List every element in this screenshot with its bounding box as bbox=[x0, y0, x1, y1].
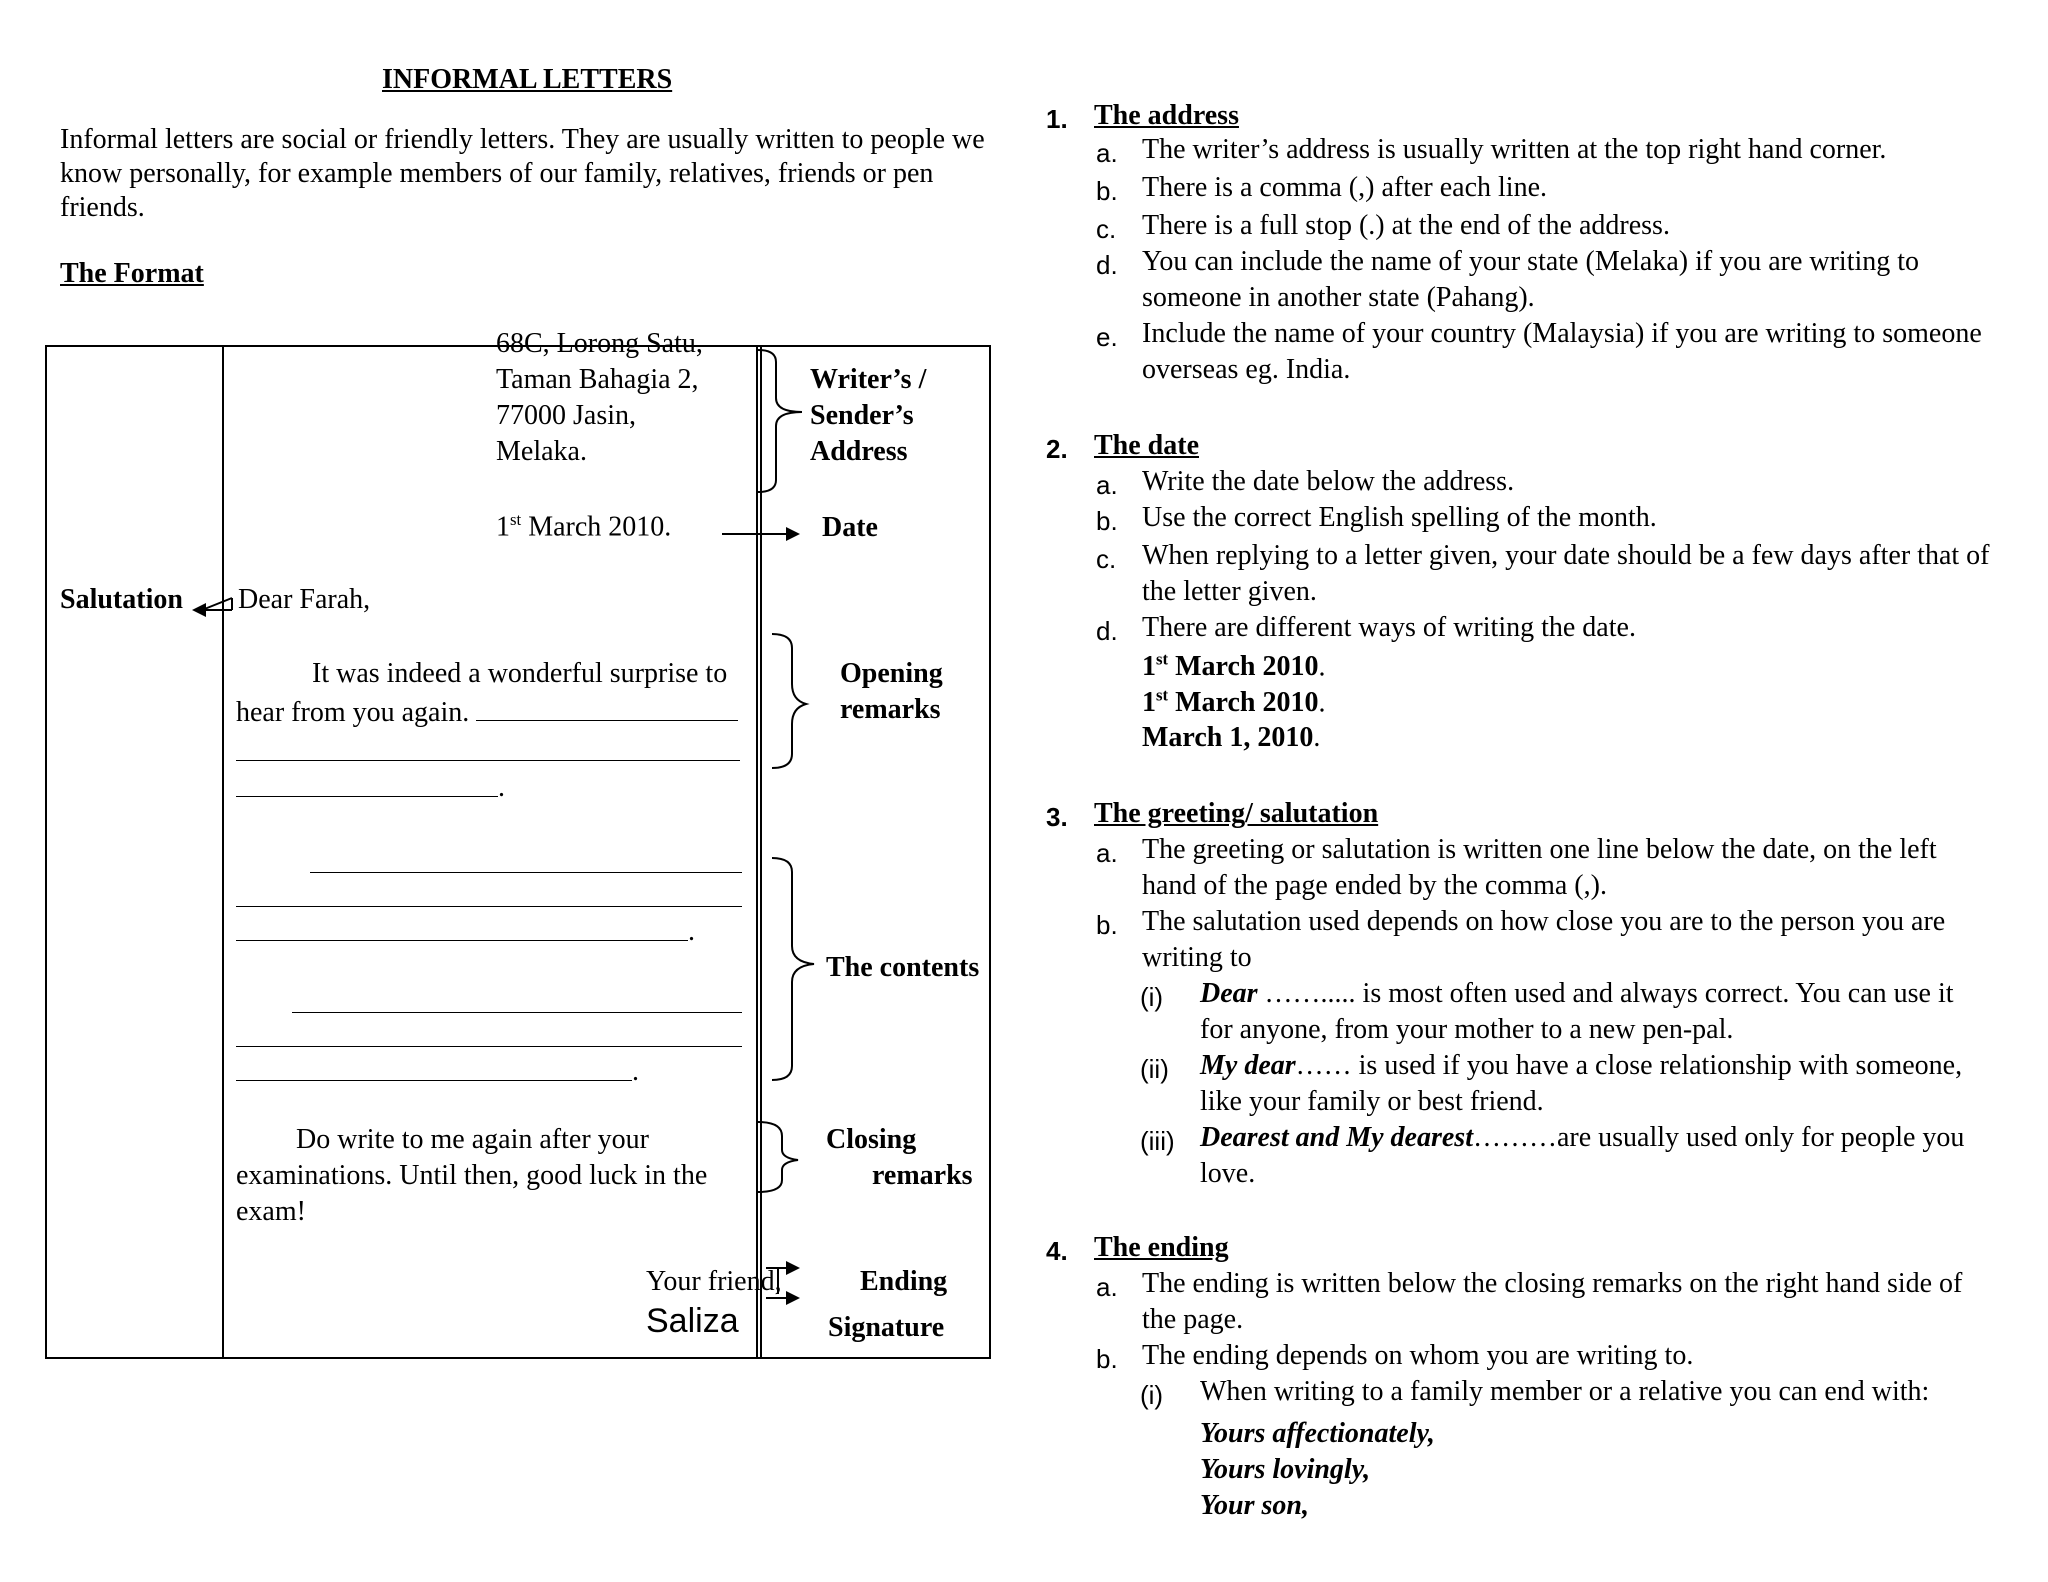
section-number: 3. bbox=[1046, 802, 1068, 832]
item-text: Write the date below the address. bbox=[1142, 466, 1515, 497]
item-letter: a. bbox=[1096, 470, 1118, 500]
item-letter: b. bbox=[1096, 1344, 1118, 1374]
format-heading: The Format bbox=[60, 258, 204, 289]
label-address: Writer’s / bbox=[810, 364, 927, 395]
item-text: the letter given. bbox=[1142, 576, 1317, 607]
address-line: Taman Bahagia 2, bbox=[496, 364, 699, 395]
item-text: overseas eg. India. bbox=[1142, 354, 1351, 385]
closing-line: exam! bbox=[236, 1196, 306, 1227]
item-text: There is a comma (,) after each line. bbox=[1142, 172, 1548, 203]
blank-line bbox=[236, 796, 498, 797]
date-example: March 1, 2010. bbox=[1142, 722, 1321, 753]
subitem-text: like your family or best friend. bbox=[1200, 1086, 1544, 1117]
intro-line: Informal letters are social or friendly letters. They are usually written to people we bbox=[60, 124, 985, 155]
item-text: writing to bbox=[1142, 942, 1252, 973]
item-text: the page. bbox=[1142, 1304, 1244, 1335]
label-signature: Signature bbox=[828, 1312, 945, 1343]
ending-arrow bbox=[786, 1261, 800, 1275]
label-address: Sender’s bbox=[810, 400, 914, 431]
item-text: There are different ways of writing the date. bbox=[1142, 612, 1636, 643]
subitem-text: for anyone, from your mother to a new pen-pal. bbox=[1200, 1014, 1734, 1045]
label-ending: Ending bbox=[860, 1266, 948, 1297]
item-text: Use the correct English spelling of the month. bbox=[1142, 502, 1657, 533]
closing-line: examinations. Until then, good luck in the bbox=[236, 1160, 708, 1191]
period: . bbox=[632, 1056, 639, 1087]
blank-line bbox=[236, 1046, 742, 1047]
intro-line: know personally, for example members of our family, relatives, friends or pen bbox=[60, 158, 934, 189]
address-line: Melaka. bbox=[496, 436, 587, 467]
item-letter: b. bbox=[1096, 176, 1118, 206]
item-letter: c. bbox=[1096, 214, 1117, 244]
item-letter: d. bbox=[1096, 616, 1118, 646]
label-address: Address bbox=[810, 436, 908, 467]
label-date: Date bbox=[822, 512, 878, 543]
letter-greeting: Dear Farah, bbox=[238, 584, 371, 615]
subitem-number: (i) bbox=[1140, 982, 1164, 1012]
page-title: INFORMAL LETTERS bbox=[382, 64, 673, 95]
opening-line: It was indeed a wonderful surprise to bbox=[312, 658, 728, 689]
blank-line bbox=[310, 872, 742, 873]
blank-line bbox=[236, 906, 742, 907]
subitem-text: love. bbox=[1200, 1158, 1256, 1189]
item-letter: e. bbox=[1096, 322, 1118, 352]
section-title: The ending bbox=[1094, 1232, 1229, 1263]
address-line: 77000 Jasin, bbox=[496, 400, 636, 431]
item-text: There is a full stop (.) at the end of the address. bbox=[1142, 210, 1670, 241]
item-letter: a. bbox=[1096, 1272, 1118, 1302]
label-opening: remarks bbox=[840, 694, 941, 725]
item-text: When replying to a letter given, your date should be a few days after that of bbox=[1142, 540, 1990, 571]
section-title: The date bbox=[1094, 430, 1199, 461]
item-text: someone in another state (Pahang). bbox=[1142, 282, 1535, 313]
subitem-number: (i) bbox=[1140, 1380, 1164, 1410]
item-text: hand of the page ended by the comma (,). bbox=[1142, 870, 1607, 901]
address-line: 68C, Lorong Satu, bbox=[496, 328, 703, 359]
section-number: 2. bbox=[1046, 434, 1068, 464]
blank-line bbox=[236, 760, 740, 761]
letter-date: 1st March 2010. bbox=[496, 510, 672, 543]
label-closing: Closing bbox=[826, 1124, 917, 1155]
label-salutation: Salutation bbox=[60, 584, 183, 615]
item-letter: b. bbox=[1096, 506, 1118, 536]
subitem-text: Dearest and My dearest………are usually used only for people you bbox=[1200, 1122, 1965, 1153]
item-text: The salutation used depends on how close you are to the person you are bbox=[1142, 906, 1946, 937]
closing-brace bbox=[758, 1122, 798, 1192]
label-opening: Opening bbox=[840, 658, 943, 689]
item-text: The greeting or salutation is written one line below the date, on the left bbox=[1142, 834, 1937, 865]
date-example: 1st March 2010. bbox=[1142, 686, 1326, 719]
date-example: 1st March 2010. bbox=[1142, 650, 1326, 683]
label-closing: remarks bbox=[872, 1160, 973, 1191]
section-number: 1. bbox=[1046, 104, 1068, 134]
opening-brace bbox=[772, 634, 806, 768]
blank-line bbox=[292, 1012, 742, 1013]
closing-line: Do write to me again after your bbox=[296, 1124, 649, 1155]
section-title: The greeting/ salutation bbox=[1094, 798, 1379, 829]
blank-line bbox=[236, 1080, 632, 1081]
label-contents: The contents bbox=[826, 952, 980, 983]
subitem-text: Dear ……..... is most often used and always correct. You can use it bbox=[1200, 978, 1954, 1009]
subitem-text: My dear…… is used if you have a close relationship with someone, bbox=[1200, 1050, 1963, 1081]
item-letter: a. bbox=[1096, 138, 1118, 168]
item-text: You can include the name of your state (Melaka) if you are writing to bbox=[1142, 246, 1920, 277]
period: . bbox=[688, 916, 695, 947]
address-brace bbox=[758, 350, 802, 492]
letter-ending: Your friend, bbox=[646, 1266, 782, 1297]
section-title: The address bbox=[1094, 100, 1239, 131]
signature-arrow bbox=[786, 1291, 800, 1305]
ending-example: Your son, bbox=[1200, 1490, 1309, 1521]
item-text: The ending depends on whom you are writing to. bbox=[1142, 1340, 1694, 1371]
period: . bbox=[498, 772, 505, 803]
subitem-number: (ii) bbox=[1140, 1054, 1169, 1084]
opening-line: hear from you again. bbox=[236, 694, 738, 729]
section-number: 4. bbox=[1046, 1236, 1068, 1266]
item-letter: c. bbox=[1096, 544, 1117, 574]
subitem-text: When writing to a family member or a relative you can end with: bbox=[1200, 1376, 1930, 1407]
ending-example: Yours lovingly, bbox=[1200, 1454, 1371, 1485]
date-arrow bbox=[786, 527, 800, 541]
item-text: The writer’s address is usually written at the top right hand corner. bbox=[1142, 134, 1887, 165]
item-letter: a. bbox=[1096, 838, 1118, 868]
letter-signature: Saliza bbox=[646, 1302, 739, 1340]
intro-line: friends. bbox=[60, 192, 145, 223]
item-text: The ending is written below the closing remarks on the right hand side of bbox=[1142, 1268, 1963, 1299]
salutation-arrow bbox=[192, 603, 206, 617]
blank-line bbox=[236, 940, 688, 941]
item-letter: d. bbox=[1096, 250, 1118, 280]
subitem-number: (iii) bbox=[1140, 1126, 1175, 1156]
item-letter: b. bbox=[1096, 910, 1118, 940]
format-frame bbox=[46, 346, 990, 1358]
contents-brace bbox=[772, 858, 814, 1080]
ending-example: Yours affectionately, bbox=[1200, 1418, 1435, 1449]
item-text: Include the name of your country (Malaysia) if you are writing to someone bbox=[1142, 318, 1982, 349]
